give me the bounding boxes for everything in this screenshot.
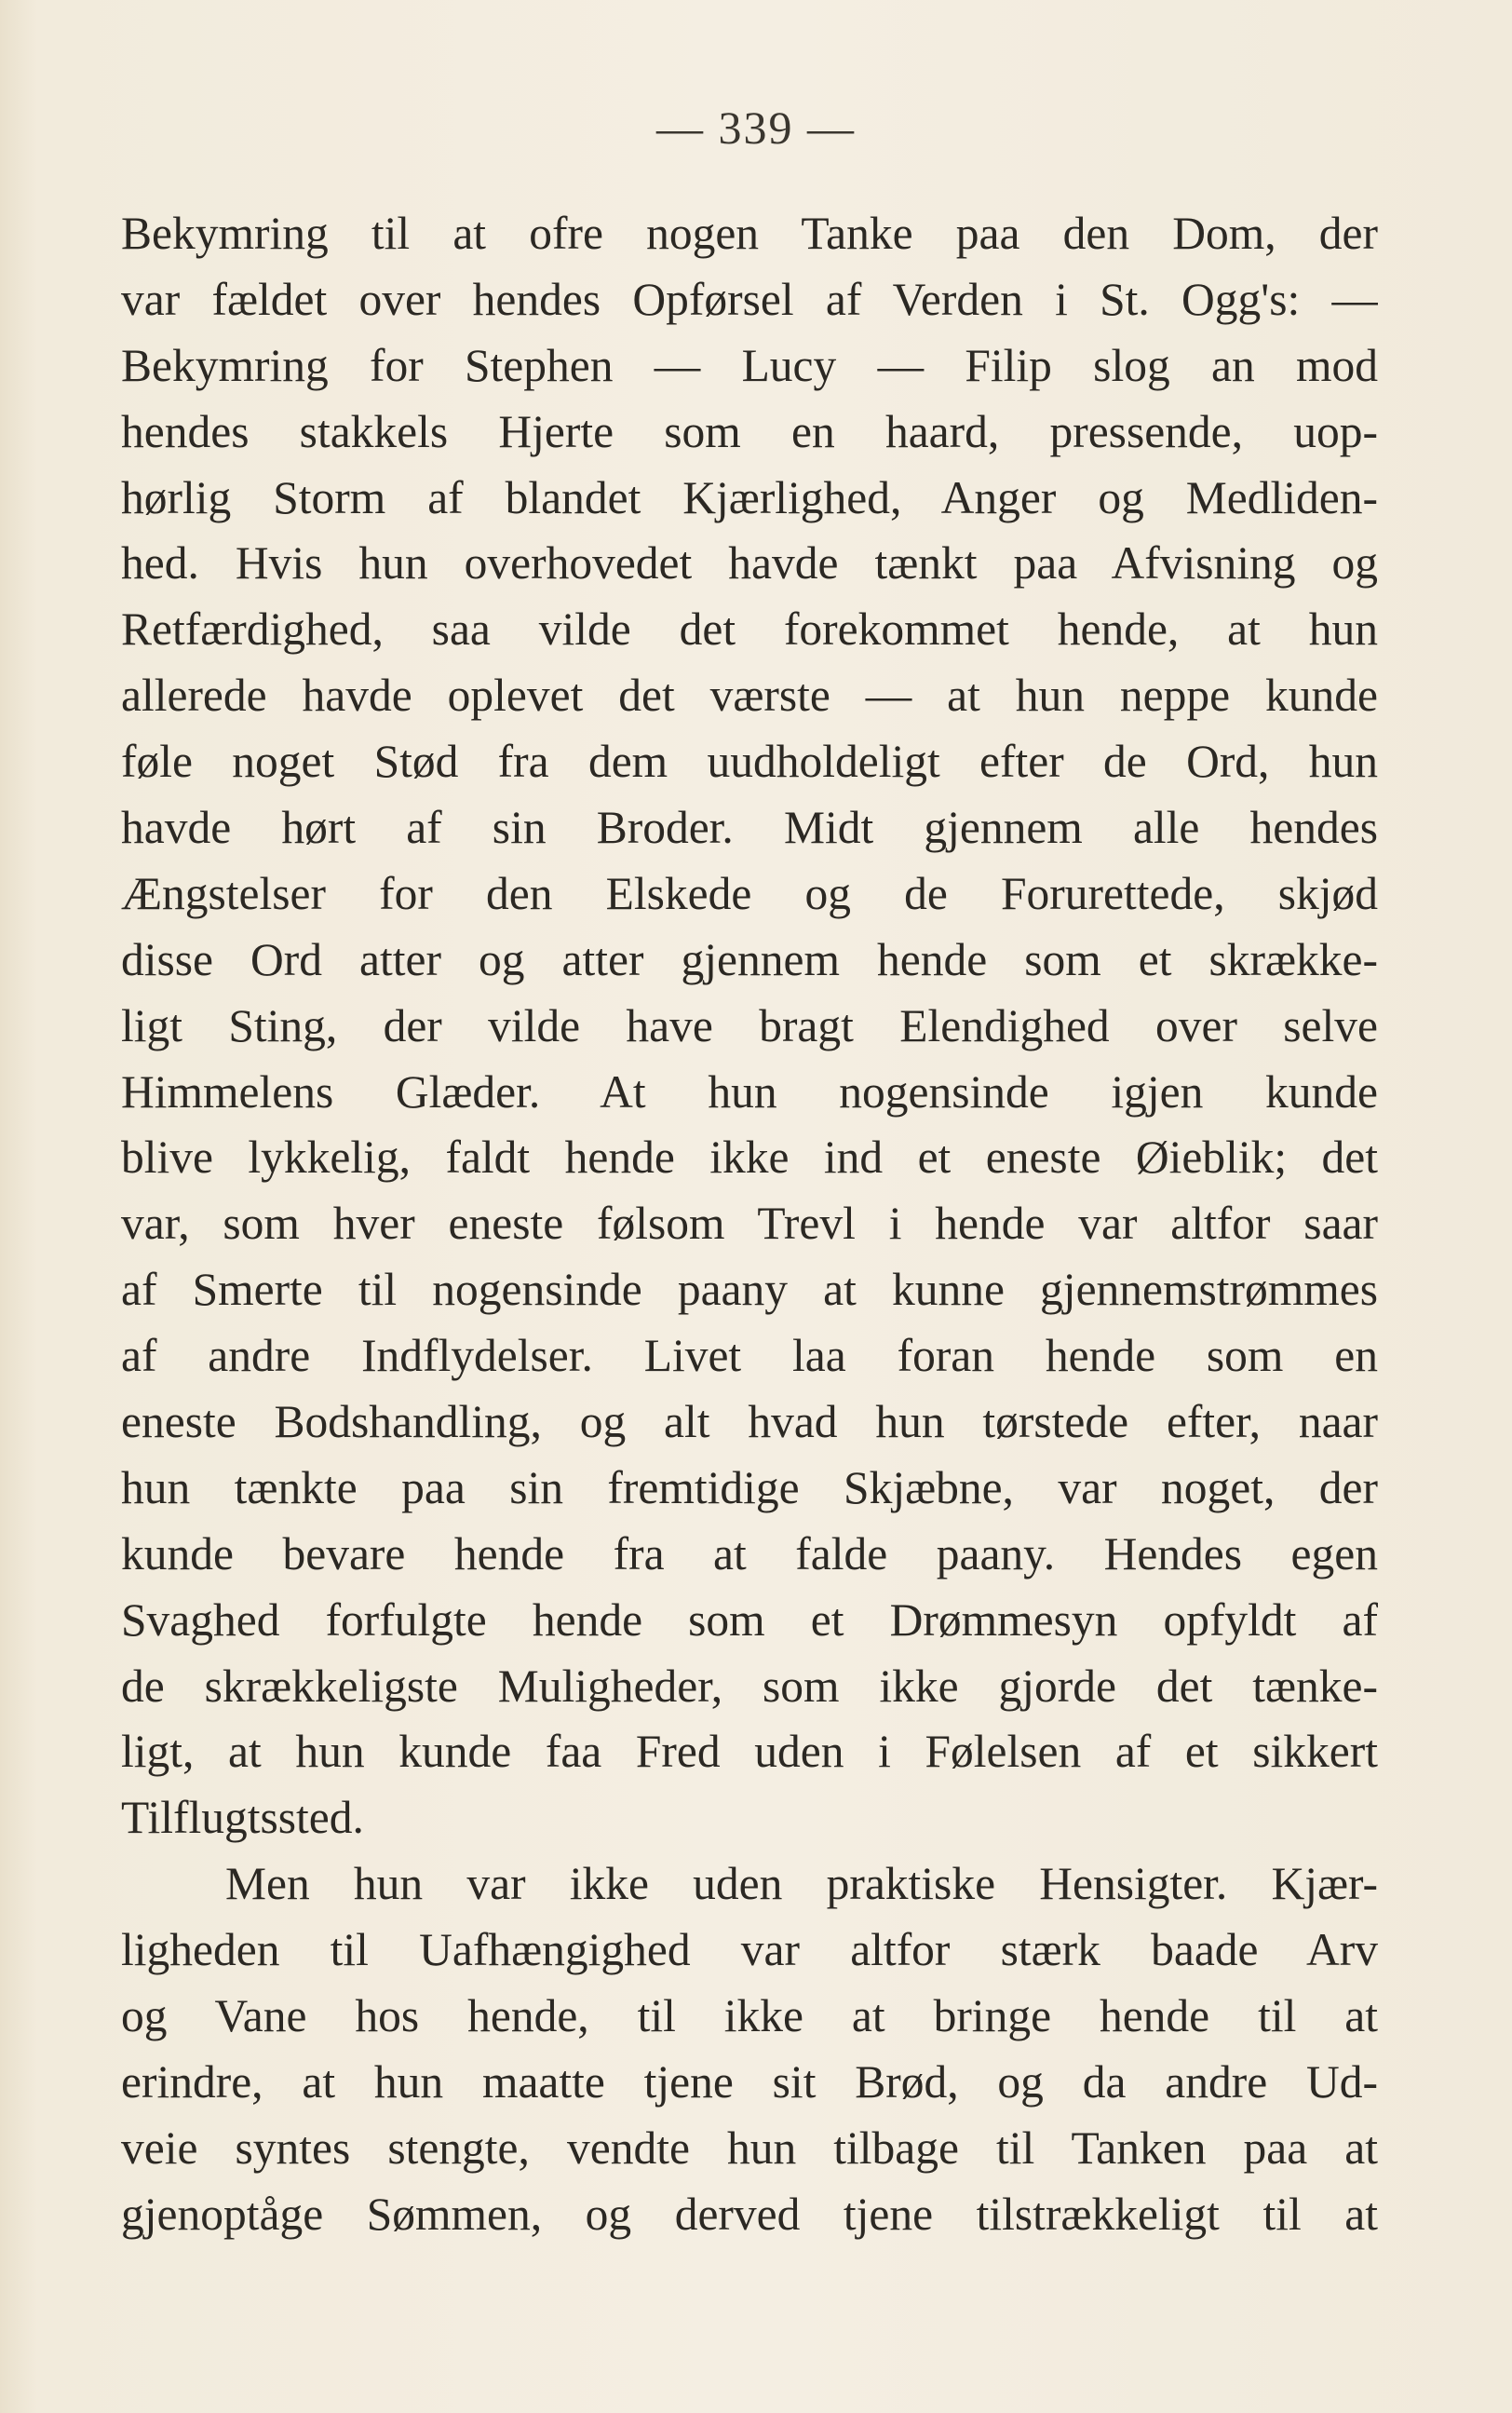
text-line: disse Ord atter og atter gjennem hende som et skrække- <box>121 933 1378 985</box>
text-line: hun tænkte paa sin fremtidige Skjæbne, var noget, der <box>121 1461 1378 1513</box>
text-line: Men hun var ikke uden praktiske Hensigter. Kjær- <box>225 1858 1378 1910</box>
text-line: Bekymring til at ofre nogen Tanke paa den Dom, der <box>121 208 1378 259</box>
text-line: og Vane hos hende, til ikke at bringe hende til at <box>121 1990 1378 2042</box>
text-line: Bekymring for Stephen — Lucy — Filip slog an mod <box>121 339 1378 391</box>
body-text <box>121 201 1378 2248</box>
text-line: veie syntes stengte, vendte hun tilbage til Tanken paa at <box>121 2122 1378 2174</box>
text-line: hørlig Storm af blandet Kjærlighed, Anger og Medliden- <box>121 471 1378 523</box>
text-line: de skrækkeligste Muligheder, som ikke gjorde det tænke- <box>121 1660 1378 1712</box>
text-line: ligt, at hun kunde faa Fred uden i Følelsen af et sikkert <box>121 1726 1378 1778</box>
text-line: var, som hver eneste følsom Trevl i hende var altfor saar <box>121 1198 1378 1250</box>
text-line: ligheden til Uafhængighed var altfor stærk baade Arv <box>121 1924 1378 1976</box>
text-line: gjenoptåge Sømmen, og derved tjene tilstrækkeligt til at <box>121 2188 1378 2240</box>
page-number: — 339 — <box>656 102 856 154</box>
text-line: Himmelens Glæder. At hun nogensinde igjen kunde <box>121 1065 1378 1118</box>
text-line: ligt Sting, der vilde have bragt Elendighed over selve <box>121 999 1378 1051</box>
text-line: af Smerte til nogensinde paany at kunne gjennemstrømmes <box>121 1264 1378 1316</box>
text-line: af andre Indflydelser. Livet laa foran hende som en <box>121 1330 1378 1382</box>
text-line: var fældet over hendes Opførsel af Verden i St. Ogg's: — <box>121 273 1378 325</box>
text-line: Retfærdighed, saa vilde det forekommet hende, at hun <box>121 603 1378 656</box>
text-line: hed. Hvis hun overhovedet havde tænkt paa Afvisning og <box>121 537 1378 590</box>
text-line: Tilflugtssted. <box>121 1792 364 1844</box>
text-line: Ængstelser for den Elskede og de Forurettede, skjød <box>121 867 1378 919</box>
text-line: kunde bevare hende fra at falde paany. Hendes egen <box>121 1527 1378 1579</box>
text-line: erindre, at hun maatte tjene sit Brød, og da andre Ud- <box>121 2055 1378 2108</box>
text-line: havde hørt af sin Broder. Midt gjennem alle hendes <box>121 802 1378 854</box>
text-line: føle noget Stød fra dem uudholdeligt efter de Ord, hun <box>121 736 1378 788</box>
text-line: allerede havde oplevet det værste — at hun neppe kunde <box>121 670 1378 722</box>
text-line: blive lykkelig, faldt hende ikke ind et eneste Øieblik; det <box>121 1132 1378 1184</box>
text-line: eneste Bodshandling, og alt hvad hun tørstede efter, naar <box>121 1396 1378 1448</box>
text-line: Svaghed forfulgte hende som et Drømmesyn opfyldt af <box>121 1593 1378 1646</box>
text-line: hendes stakkels Hjerte som en haard, pressende, uop- <box>121 405 1378 457</box>
